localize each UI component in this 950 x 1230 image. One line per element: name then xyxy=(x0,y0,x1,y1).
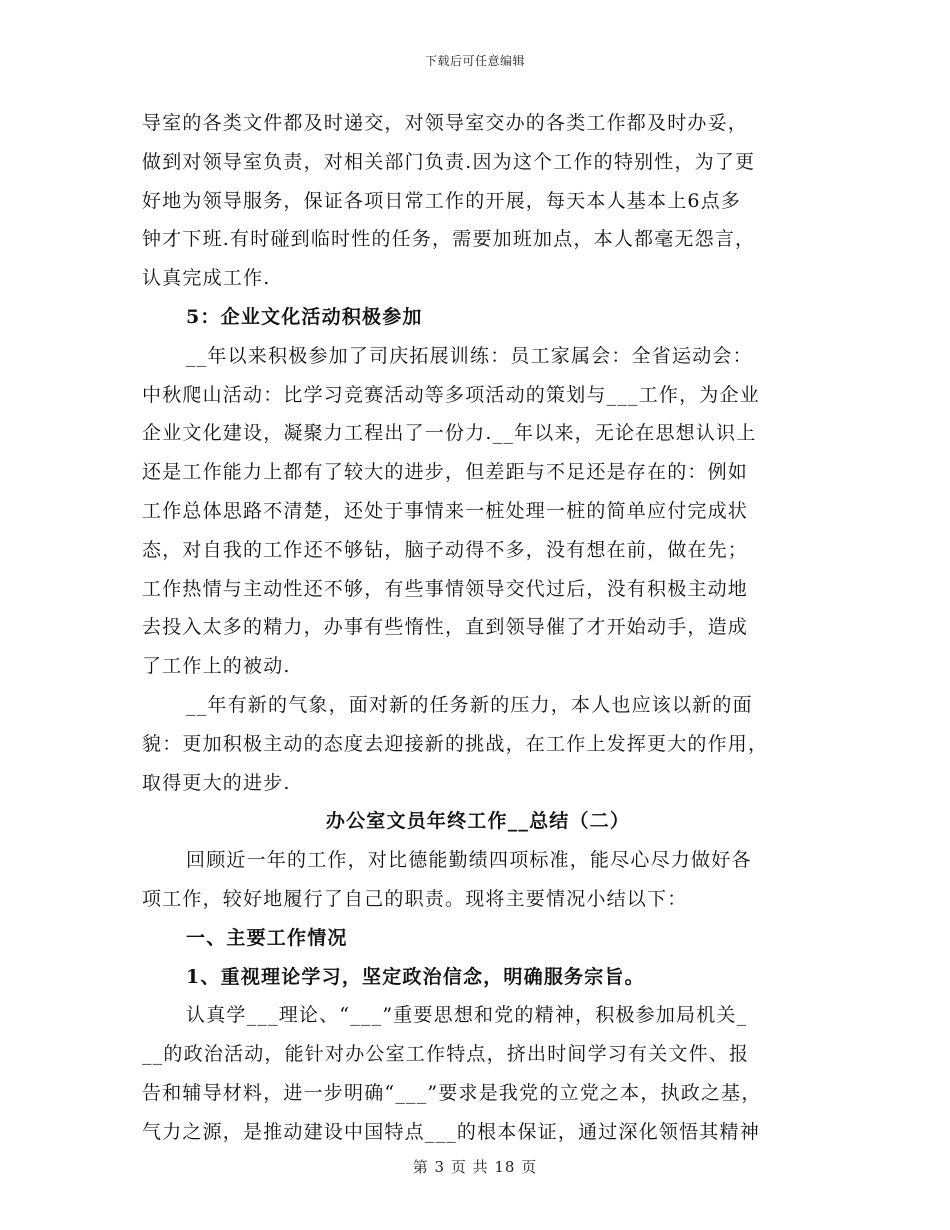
paragraph-start: __年有新的气象，面对新的任务新的压力，本人也应该以新的面 xyxy=(186,693,753,716)
section-heading: 一、主要工作情况 xyxy=(186,926,348,949)
body-line: 还是工作能力上都有了较大的进步，但差距与不足还是存在的：例如 xyxy=(142,461,749,484)
body-line: 项工作，较好地履行了自己的职责。现将主要情况小结以下： xyxy=(142,887,688,910)
paragraph-start: __年以来积极参加了司庆拓展训练：员工家属会：全省运动会： xyxy=(186,344,753,367)
paragraph-start: 认真学___理论、“___”重要思想和党的精神，积极参加局机关_ xyxy=(186,1004,748,1027)
document-title: 办公室文员年终工作__总结（二） xyxy=(325,810,631,833)
body-line: 态，对自我的工作还不够钻，脑子动得不多，没有想在前，做在先； xyxy=(142,538,749,561)
body-line: 工作总体思路不清楚，还处于事情来一桩处理一桩的简单应付完成状 xyxy=(142,499,749,522)
body-line: 做到对领导室负责，对相关部门负责.因为这个工作的特别性，为了更 xyxy=(142,150,756,173)
paragraph-start: 回顾近一年的工作，对比德能勤绩四项标准，能尽心尽力做好各 xyxy=(186,849,752,872)
body-line: 取得更大的进步. xyxy=(142,771,291,794)
page-header-note: 下载后可任意编辑 xyxy=(424,54,525,68)
subsection-heading: 1、重视理论学习，坚定政治信念，明确服务宗旨。 xyxy=(186,965,645,988)
body-line: 气力之源，是推动建设中国特点___的根本保证，通过深化领悟其精神 xyxy=(142,1120,760,1143)
body-line: 工作热情与主动性还不够，有些事情领导交代过后，没有积极主动地 xyxy=(142,577,749,600)
section-heading: 5：企业文化活动积极参加 xyxy=(186,305,423,328)
body-line: 认真完成工作. xyxy=(142,267,271,290)
body-line: 企业文化建设，凝聚力工程出了一份力.__年以来，无论在思想认识上 xyxy=(142,422,757,445)
body-line: 貌：更加积极主动的态度去迎接新的挑战，在工作上发挥更大的作用， xyxy=(142,732,769,755)
body-line: 中秋爬山活动：比学习竞赛活动等多项活动的策划与___工作，为企业 xyxy=(142,383,760,406)
page-number: 第 3 页 共 18 页 xyxy=(412,1158,538,1176)
body-line: 告和辅导材料，进一步明确“___”要求是我党的立党之本，执政之基， xyxy=(142,1081,762,1104)
body-line: 导室的各类文件都及时递交，对领导室交办的各类工作都及时办妥， xyxy=(142,112,749,134)
document-body xyxy=(142,104,814,1152)
body-line: 好地为领导服务，保证各项日常工作的开展，每天本人基本上6点多 xyxy=(142,189,742,212)
body-line: 钟才下班.有时碰到临时性的任务，需要加班加点，本人都毫无怨言， xyxy=(142,228,756,251)
body-line: 去投入太多的精力，办事有些惰性，直到领导催了才开始动手，造成 xyxy=(142,616,749,639)
body-line: 了工作上的被动. xyxy=(142,655,291,678)
body-line: __的政治活动，能针对办公室工作特点，挤出时间学习有关文件、报 xyxy=(142,1043,750,1066)
